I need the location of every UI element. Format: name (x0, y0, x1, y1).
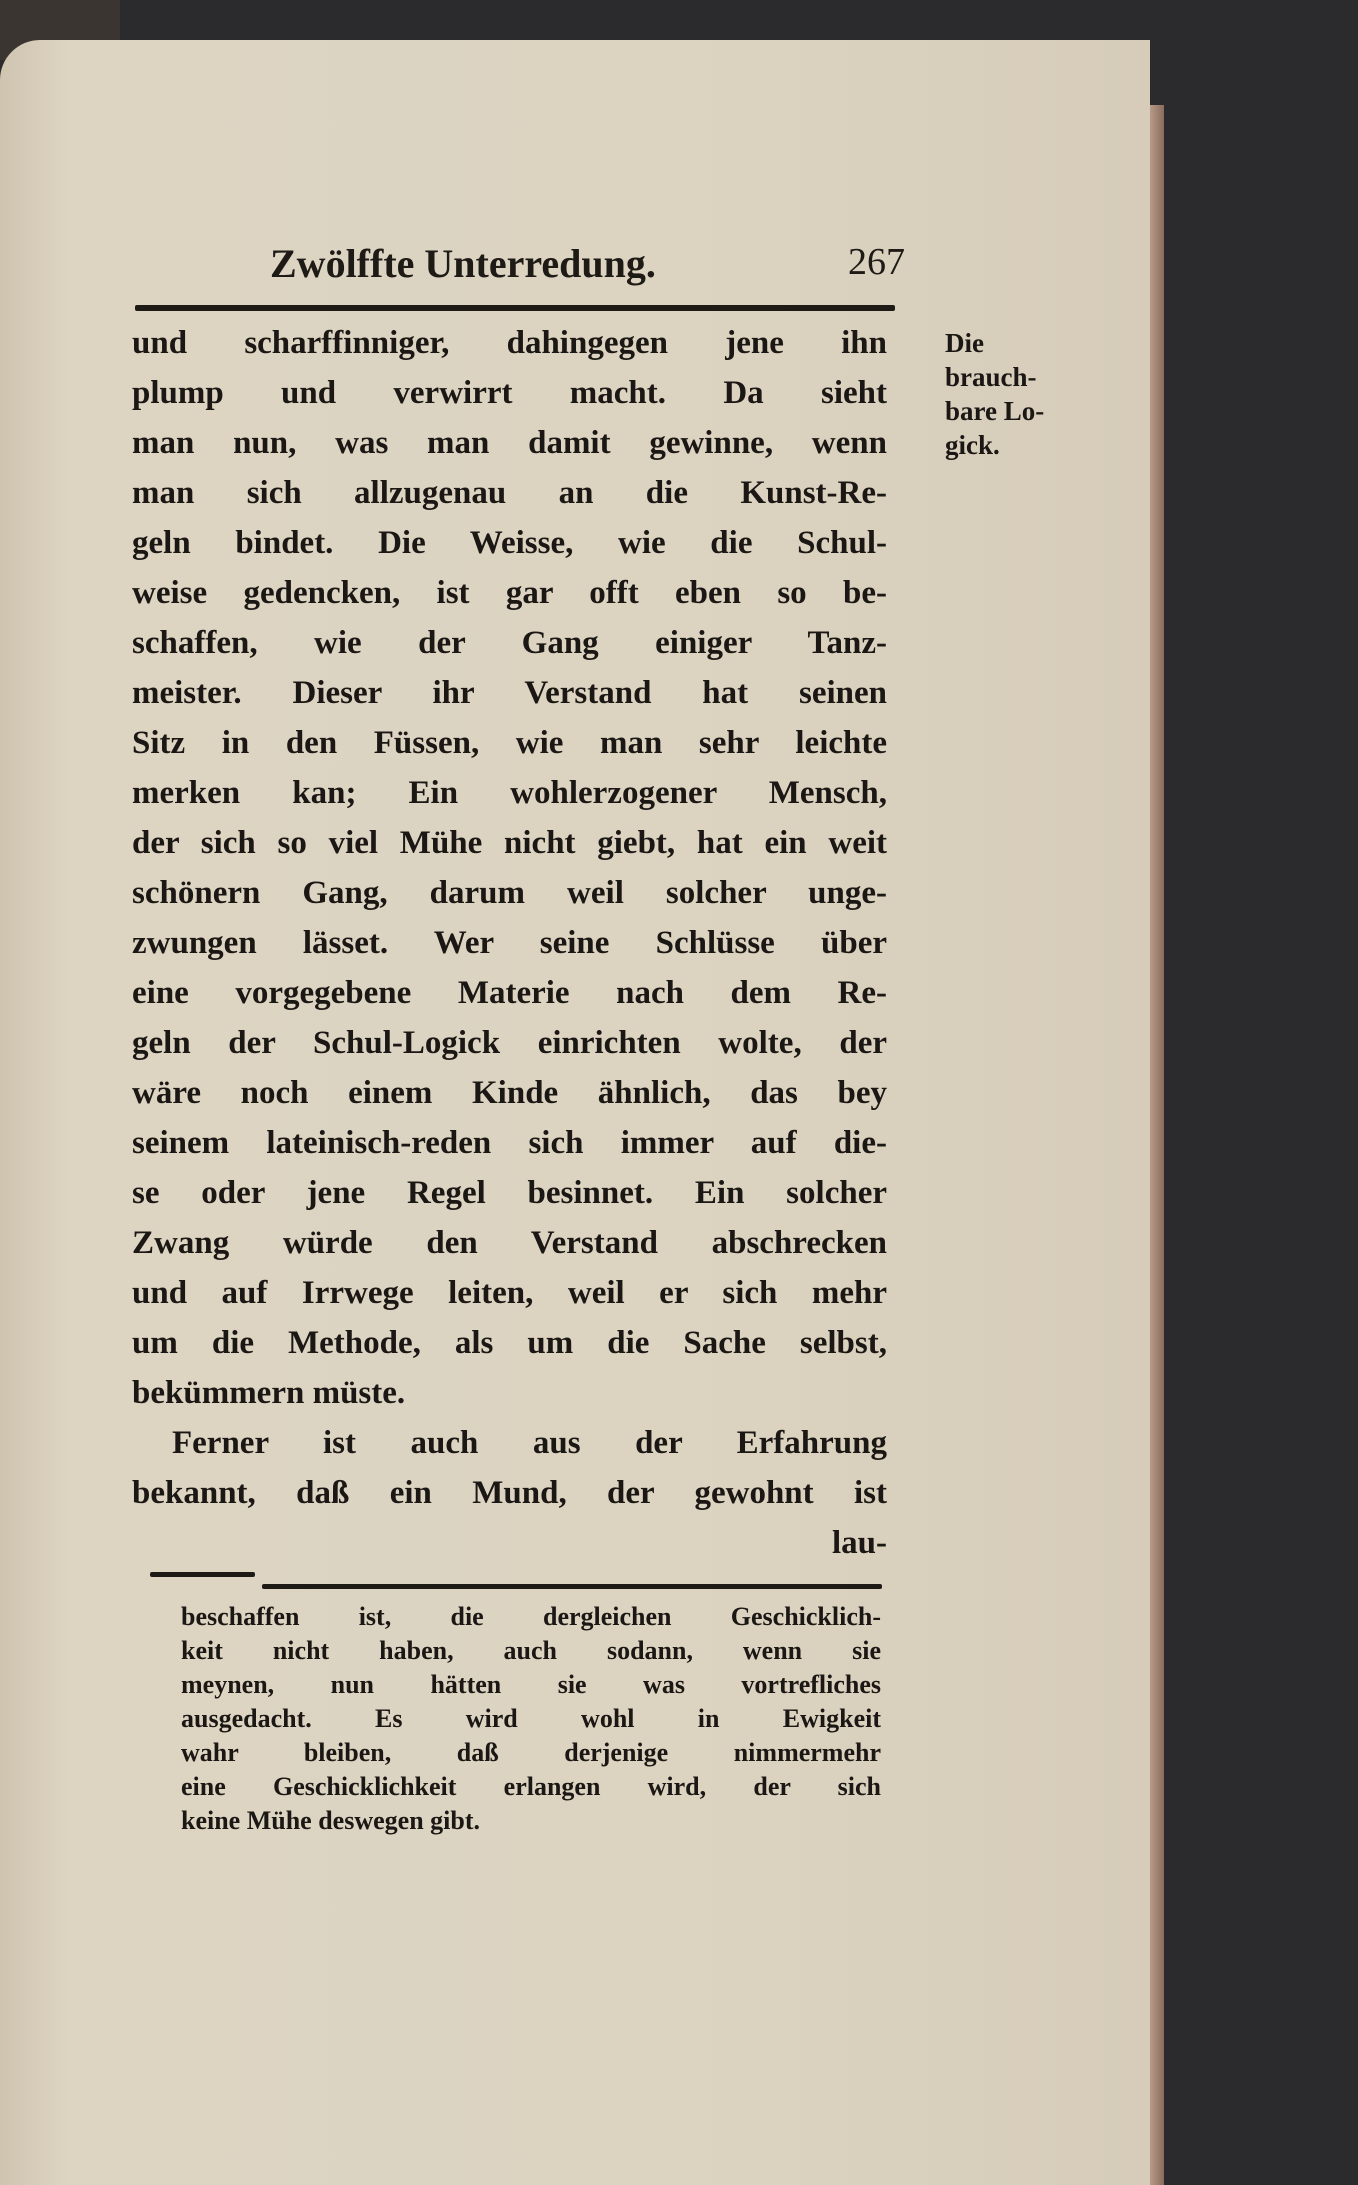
text-line: wäre noch einem Kinde ähnlich, das bey (132, 1075, 887, 1111)
page-edge (1150, 105, 1164, 2185)
text-line: zwungen lässet. Wer seine Schlüsse über (132, 925, 887, 961)
text-line: Sitz in den Füssen, wie man sehr leichte (132, 725, 887, 761)
text-line: merken kan; Ein wohlerzogener Mensch, (132, 775, 887, 811)
text-line: bekannt, daß ein Mund, der gewohnt ist (132, 1475, 887, 1511)
text-line: um die Methode, als um die Sache selbst, (132, 1325, 887, 1361)
marginal-note-line: gick. (945, 430, 1000, 460)
footnote-line: keine Mühe deswegen gibt. (181, 1806, 480, 1835)
running-header (270, 240, 905, 300)
text-line: bekümmern müste. (132, 1375, 406, 1411)
footnote (181, 1600, 881, 1838)
text-line: geln der Schul-Logick einrichten wolte, der (132, 1025, 887, 1061)
page-number: 267 (848, 241, 905, 283)
text-line: seinem lateinisch-reden sich immer auf die- (132, 1125, 887, 1161)
main-text (132, 318, 887, 1568)
footnote-line: keit nicht haben, auch sodann, wenn sie (181, 1636, 881, 1665)
footnote-line: ausgedacht. Es wird wohl in Ewigkeit (181, 1704, 881, 1733)
text-line: se oder jene Regel besinnet. Ein solcher (132, 1175, 887, 1211)
marginal-note (945, 326, 1045, 462)
chapter-title: Zwölffte Unterredung. (270, 241, 656, 286)
marginal-note-line: Die (945, 328, 984, 358)
text-line: und scharffinniger, dahingegen jene ihn (132, 325, 887, 361)
marginal-note-line: bare Lo- (945, 396, 1045, 426)
text-line: meister. Dieser ihr Verstand hat seinen (132, 675, 887, 711)
footnote-rule (262, 1584, 882, 1589)
footnote-line: beschaffen ist, die dergleichen Geschicklich- (181, 1602, 881, 1631)
text-line: der sich so viel Mühe nicht giebt, hat ein weit (132, 825, 887, 861)
footnote-line: meynen, nun hätten sie was vortrefliches (181, 1670, 881, 1699)
text-line: Zwang würde den Verstand abschrecken (132, 1225, 887, 1261)
footnote-rule-short (150, 1572, 255, 1577)
text-line: weise gedencken, ist gar offt eben so be- (132, 575, 887, 611)
marginal-note-line: brauch- (945, 362, 1037, 392)
footnote-line: wahr bleiben, daß derjenige nimmermehr (181, 1738, 881, 1767)
text-line: plump und verwirrt macht. Da sieht (132, 375, 887, 411)
text-line: geln bindet. Die Weisse, wie die Schul- (132, 525, 887, 561)
text-line: schönern Gang, darum weil solcher unge- (132, 875, 887, 911)
text-line: und auf Irrwege leiten, weil er sich mehr (132, 1275, 887, 1311)
footnote-line: eine Geschicklichkeit erlangen wird, der sich (181, 1772, 881, 1801)
text-line: man nun, was man damit gewinne, wenn (132, 425, 887, 461)
text-line: eine vorgegebene Materie nach dem Re- (132, 975, 887, 1011)
text-line: schaffen, wie der Gang einiger Tanz- (132, 625, 887, 661)
header-rule (135, 305, 895, 311)
text-line: man sich allzugenau an die Kunst-Re- (132, 475, 887, 511)
text-line: lau- (831, 1525, 887, 1561)
text-line: Ferner ist auch aus der Erfahrung (172, 1425, 887, 1461)
